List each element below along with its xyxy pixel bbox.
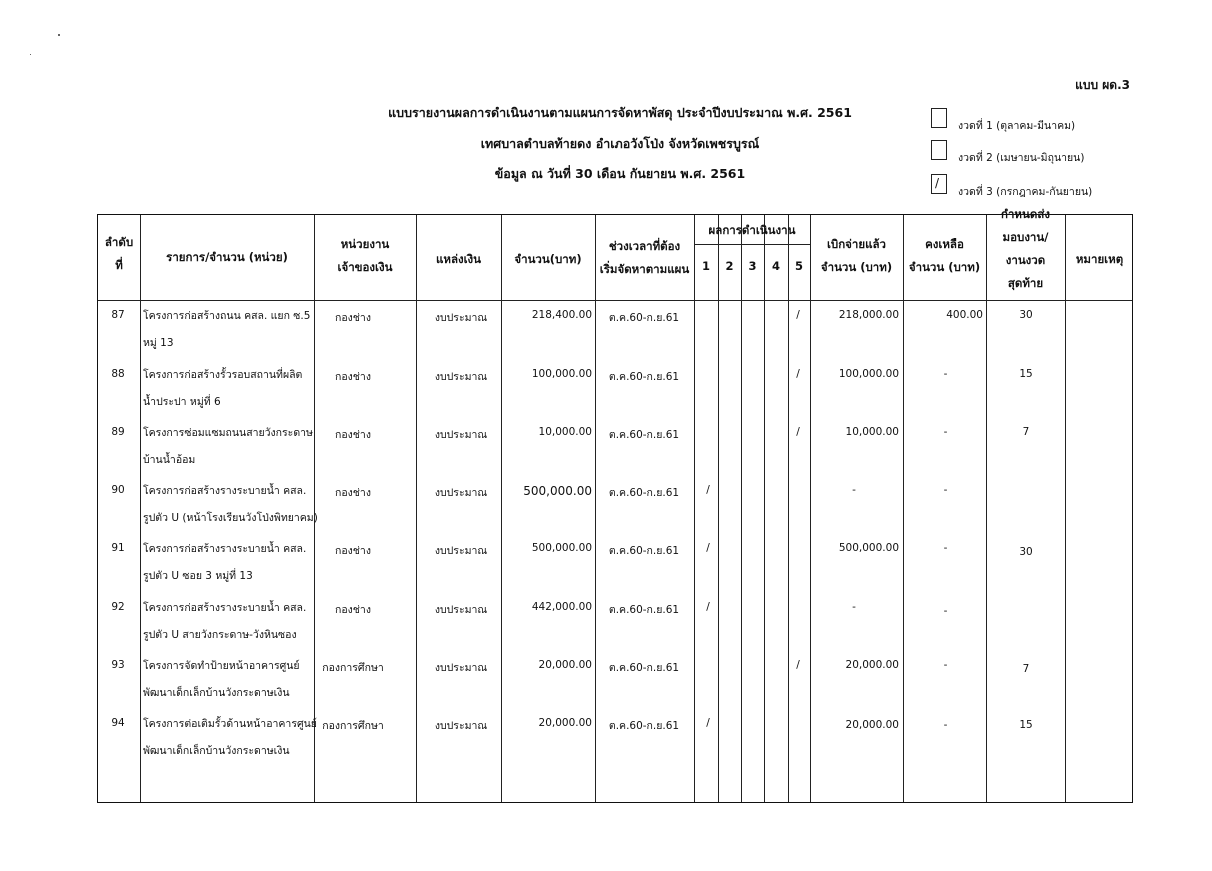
period-3-label: งวดที่ 3 (กรกฎาคม-กันยายน) — [958, 186, 1093, 198]
row-unit: กองช่าง — [335, 429, 371, 441]
row-unit: กองช่าง — [335, 312, 371, 324]
col-period-header: ช่วงเวลาที่ต้อง เริ่มจัดหาตามแผน — [599, 239, 690, 276]
col-source-header: แหล่งเงิน — [435, 252, 482, 266]
row-source: งบประมาณ — [434, 720, 488, 732]
row-period: ต.ค.60-ก.ย.61 — [608, 312, 680, 324]
row-source: งบประมาณ — [434, 604, 488, 616]
col-delivery-header: กำหนดส่ง มอบงาน/ งานงวด สุดท้าย — [1001, 207, 1050, 290]
row-balance: - — [943, 368, 948, 380]
table-row — [98, 542, 1132, 600]
row-amount: 100,000.00 — [531, 368, 592, 380]
col-item-header: รายการ/จำนวน (หน่วย) — [166, 250, 288, 264]
row-period: ต.ค.60-ก.ย.61 — [608, 662, 680, 674]
table-row — [98, 309, 1132, 367]
row-item: โครงการก่อสร้างรางระบายน้ำ คสล. รูปตัว U (หน้าโรงเรียนวังโป่งพิทยาคม) — [143, 485, 318, 524]
table-row — [98, 368, 1132, 426]
row-balance: - — [943, 542, 948, 554]
row-paid: - — [852, 601, 856, 613]
row-balance: - — [943, 426, 948, 438]
row-status-5-mark: / — [796, 368, 800, 380]
row-status-5-mark: / — [796, 426, 800, 438]
row-no: 89 — [111, 426, 125, 438]
report-title: แบบรายงานผลการดำเนินงานตามแผนการจัดหาพัสดุ ประจำปีงบประมาณ พ.ศ. 2561 — [388, 105, 852, 120]
row-item: โครงการก่อสร้างถนน คสล. แยก ซ.5 หมู่ 13 — [143, 310, 311, 349]
row-balance: - — [943, 659, 948, 671]
scan-speck — [30, 54, 31, 55]
organization-line: เทศบาลตำบลท้ายดง อำเภอวังโป่ง จังหวัดเพชรบูรณ์ — [480, 136, 760, 151]
row-item: โครงการจัดทำป้ายหน้าอาคารศูนย์ พัฒนาเด็กเล็กบ้านวังกระดาษเงิน — [143, 660, 300, 699]
row-balance: - — [943, 605, 948, 617]
table-row — [98, 601, 1132, 659]
row-status-5-mark: / — [796, 659, 800, 671]
row-item: โครงการต่อเติมรั้วด้านหน้าอาคารศูนย์ พัฒนาเด็กเล็กบ้านวังกระดาษเงิน — [143, 718, 317, 757]
row-status-1-mark: / — [706, 484, 710, 496]
table-row — [98, 484, 1132, 542]
row-amount: 10,000.00 — [538, 426, 592, 438]
row-source: งบประมาณ — [434, 662, 488, 674]
row-unit: กองช่าง — [335, 604, 371, 616]
col-amount-header: จำนวน(บาท) — [514, 252, 582, 266]
row-unit: กองการศึกษา — [322, 662, 384, 674]
row-no: 94 — [111, 717, 125, 729]
col-status-3: 3 — [748, 259, 757, 273]
row-period: ต.ค.60-ก.ย.61 — [608, 429, 680, 441]
row-balance: 400.00 — [946, 309, 983, 321]
row-amount: 500,000.00 — [523, 484, 592, 498]
row-status-1-mark: / — [706, 542, 710, 554]
row-item: โครงการก่อสร้างรางระบายน้ำ คสล. รูปตัว U สายวังกระดาษ-วังหินซอง — [143, 602, 307, 641]
row-amount: 500,000.00 — [531, 542, 592, 554]
row-paid: 100,000.00 — [838, 368, 899, 380]
row-paid: 10,000.00 — [845, 426, 899, 438]
col-status-header: ผลการดำเนินงาน — [708, 223, 796, 237]
col-remark-header: หมายเหตุ — [1075, 252, 1124, 266]
row-delivery: 7 — [1022, 426, 1030, 438]
scan-speck — [58, 34, 60, 36]
row-no: 93 — [111, 659, 125, 671]
row-balance: - — [943, 484, 948, 496]
row-amount: 20,000.00 — [538, 659, 592, 671]
row-no: 87 — [111, 309, 125, 321]
row-item: โครงการก่อสร้างรางระบายน้ำ คสล. รูปตัว U ซอย 3 หมู่ที่ 13 — [143, 543, 307, 582]
row-source: งบประมาณ — [434, 371, 488, 383]
row-status-1-mark: / — [706, 601, 710, 613]
row-delivery: 30 — [1019, 546, 1033, 558]
period-1-checkbox — [931, 108, 947, 128]
row-no: 90 — [111, 484, 125, 496]
row-source: งบประมาณ — [434, 312, 488, 324]
period-1-label: งวดที่ 1 (ตุลาคม-มีนาคม) — [958, 120, 1076, 132]
table-row — [98, 426, 1132, 484]
row-amount: 442,000.00 — [531, 601, 592, 613]
row-delivery: 15 — [1019, 719, 1033, 731]
row-item: โครงการก่อสร้างรั้วรอบสถานที่ผลิต น้ำประปา หมู่ที่ 6 — [143, 369, 303, 408]
period-2-label: งวดที่ 2 (เมษายน-มิถุนายน) — [958, 152, 1085, 164]
row-paid: 20,000.00 — [845, 659, 899, 671]
row-paid: 218,000.00 — [838, 309, 899, 321]
col-no-header: ลำดับ ที่ — [104, 235, 134, 272]
period-1 — [931, 108, 1075, 134]
row-amount: 218,400.00 — [531, 309, 592, 321]
table-row — [98, 659, 1132, 717]
col-status-5: 5 — [794, 259, 803, 273]
row-amount: 20,000.00 — [538, 717, 592, 729]
row-no: 92 — [111, 601, 125, 613]
form-code: แบบ ผด.3 — [1075, 78, 1130, 92]
row-source: งบประมาณ — [434, 545, 488, 557]
col-balance-header: คงเหลือ จำนวน (บาท) — [908, 237, 981, 274]
row-unit: กองช่าง — [335, 545, 371, 557]
col-unit-header: หน่วยงาน เจ้าของเงิน — [337, 237, 393, 274]
col-paid-header: เบิกจ่ายแล้ว จำนวน (บาท) — [820, 237, 893, 274]
row-status-1-mark: / — [706, 717, 710, 729]
col-status-4: 4 — [771, 259, 780, 273]
period-2-checkbox — [931, 140, 947, 160]
row-paid: 500,000.00 — [838, 542, 899, 554]
row-unit: กองการศึกษา — [322, 720, 384, 732]
table-row — [98, 717, 1132, 775]
row-delivery: 7 — [1022, 663, 1030, 675]
data-date-line: ข้อมูล ณ วันที่ 30 เดือน กันยายน พ.ศ. 2561 — [494, 166, 746, 181]
period-3 — [931, 174, 1092, 200]
row-delivery: 30 — [1019, 309, 1033, 321]
row-status-5-mark: / — [796, 309, 800, 321]
row-unit: กองช่าง — [335, 371, 371, 383]
row-delivery: 15 — [1019, 368, 1033, 380]
row-period: ต.ค.60-ก.ย.61 — [608, 487, 680, 499]
row-item: โครงการซ่อมแซมถนนสายวังกระดาษ บ้านน้ำอ้อม — [143, 427, 313, 466]
row-no: 88 — [111, 368, 125, 380]
row-period: ต.ค.60-ก.ย.61 — [608, 371, 680, 383]
row-period: ต.ค.60-ก.ย.61 — [608, 545, 680, 557]
row-period: ต.ค.60-ก.ย.61 — [608, 720, 680, 732]
col-status-1: 1 — [701, 259, 710, 273]
row-source: งบประมาณ — [434, 487, 488, 499]
period-2 — [931, 140, 1084, 166]
row-paid: 20,000.00 — [845, 719, 899, 731]
row-unit: กองช่าง — [335, 487, 371, 499]
period-3-checkbox: / — [931, 174, 947, 194]
row-source: งบประมาณ — [434, 429, 488, 441]
row-paid: - — [852, 484, 856, 496]
row-balance: - — [943, 719, 948, 731]
report-table — [97, 207, 1133, 803]
col-status-2: 2 — [725, 259, 734, 273]
row-period: ต.ค.60-ก.ย.61 — [608, 604, 680, 616]
row-no: 91 — [111, 542, 125, 554]
